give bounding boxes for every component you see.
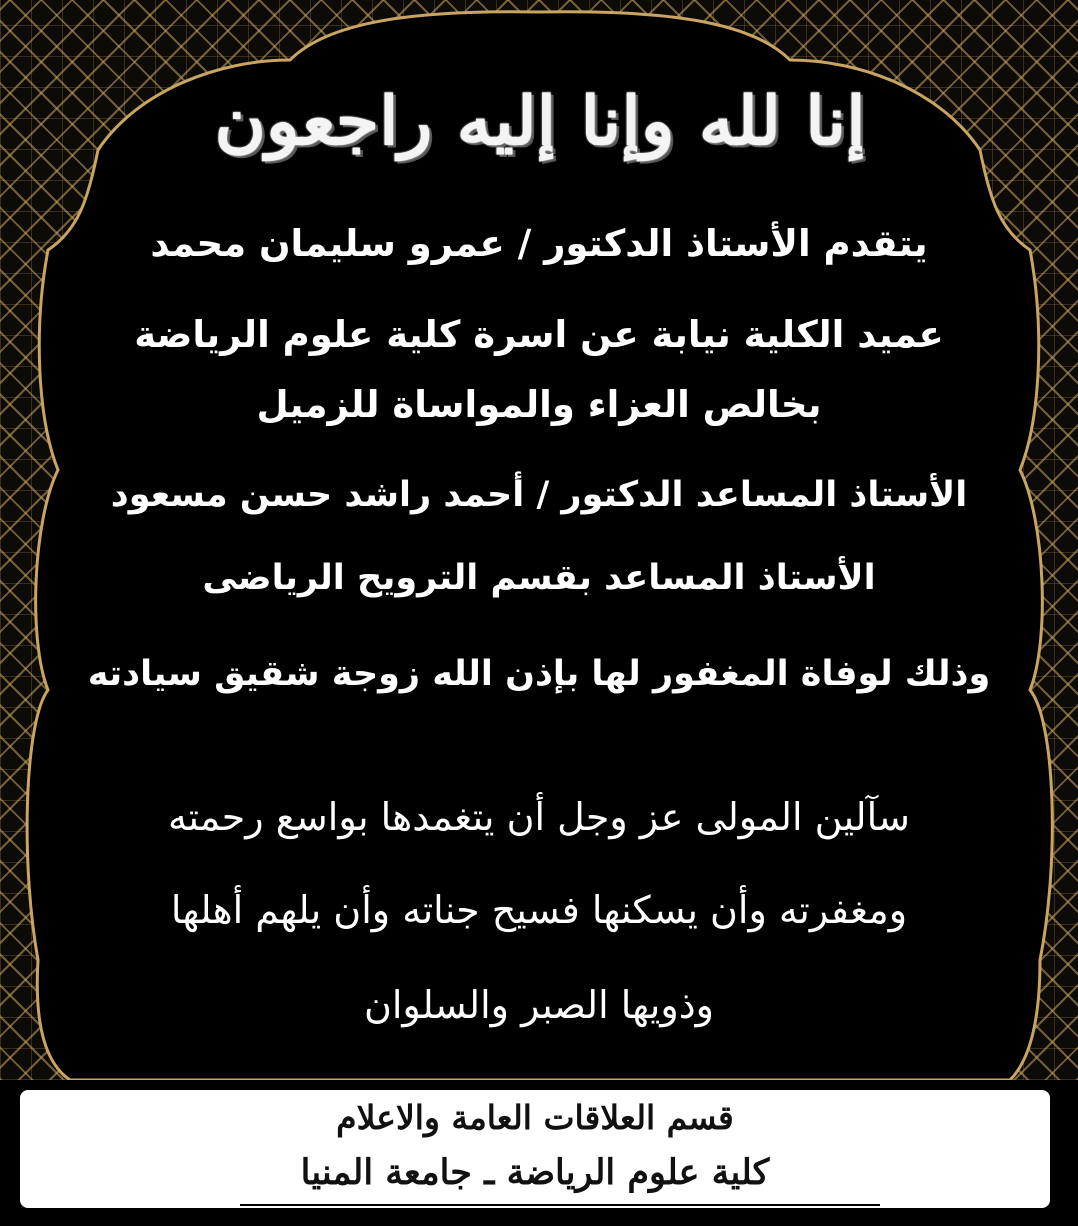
footer-faculty: كلية علوم الرياضة ـ جامعة المنيا: [300, 1152, 770, 1193]
prayer-line-2: ومغفرته وأن يسكنها فسيح جناته وأن يلهم أهلها: [170, 888, 908, 932]
condolence-calligraphy: [214, 50, 866, 190]
prayer-line-1: سآلين المولى عز وجل أن يتغمدها بواسع رحمته: [167, 795, 911, 839]
deceased-line: وذلك لوفاة المغفور لها بإذن الله زوجة شقيق سيادته: [87, 654, 991, 694]
dean-line: عميد الكلية نيابة عن اسرة كلية علوم الرياضة: [134, 313, 944, 356]
condolence-line: بخالص العزاء والمواساة للزميل: [256, 383, 822, 426]
footer-department: قسم العلاقات العامة والاعلام: [336, 1098, 734, 1137]
colleague-name-line: الأستاذ المساعد الدكتور / أحمد راشد حسن مسعود: [110, 475, 968, 515]
calligraphy-text: إنا لله وإنا إليه راجعون: [214, 80, 866, 160]
footer-box: [20, 1090, 1050, 1208]
announcer-line: يتقدم الأستاذ الدكتور / عمرو سليمان محمد: [150, 222, 928, 265]
prayer-line-3: وذويها الصبر والسلوان: [363, 983, 715, 1027]
colleague-title-line: الأستاذ المساعد بقسم الترويح الرياضى: [202, 558, 876, 598]
